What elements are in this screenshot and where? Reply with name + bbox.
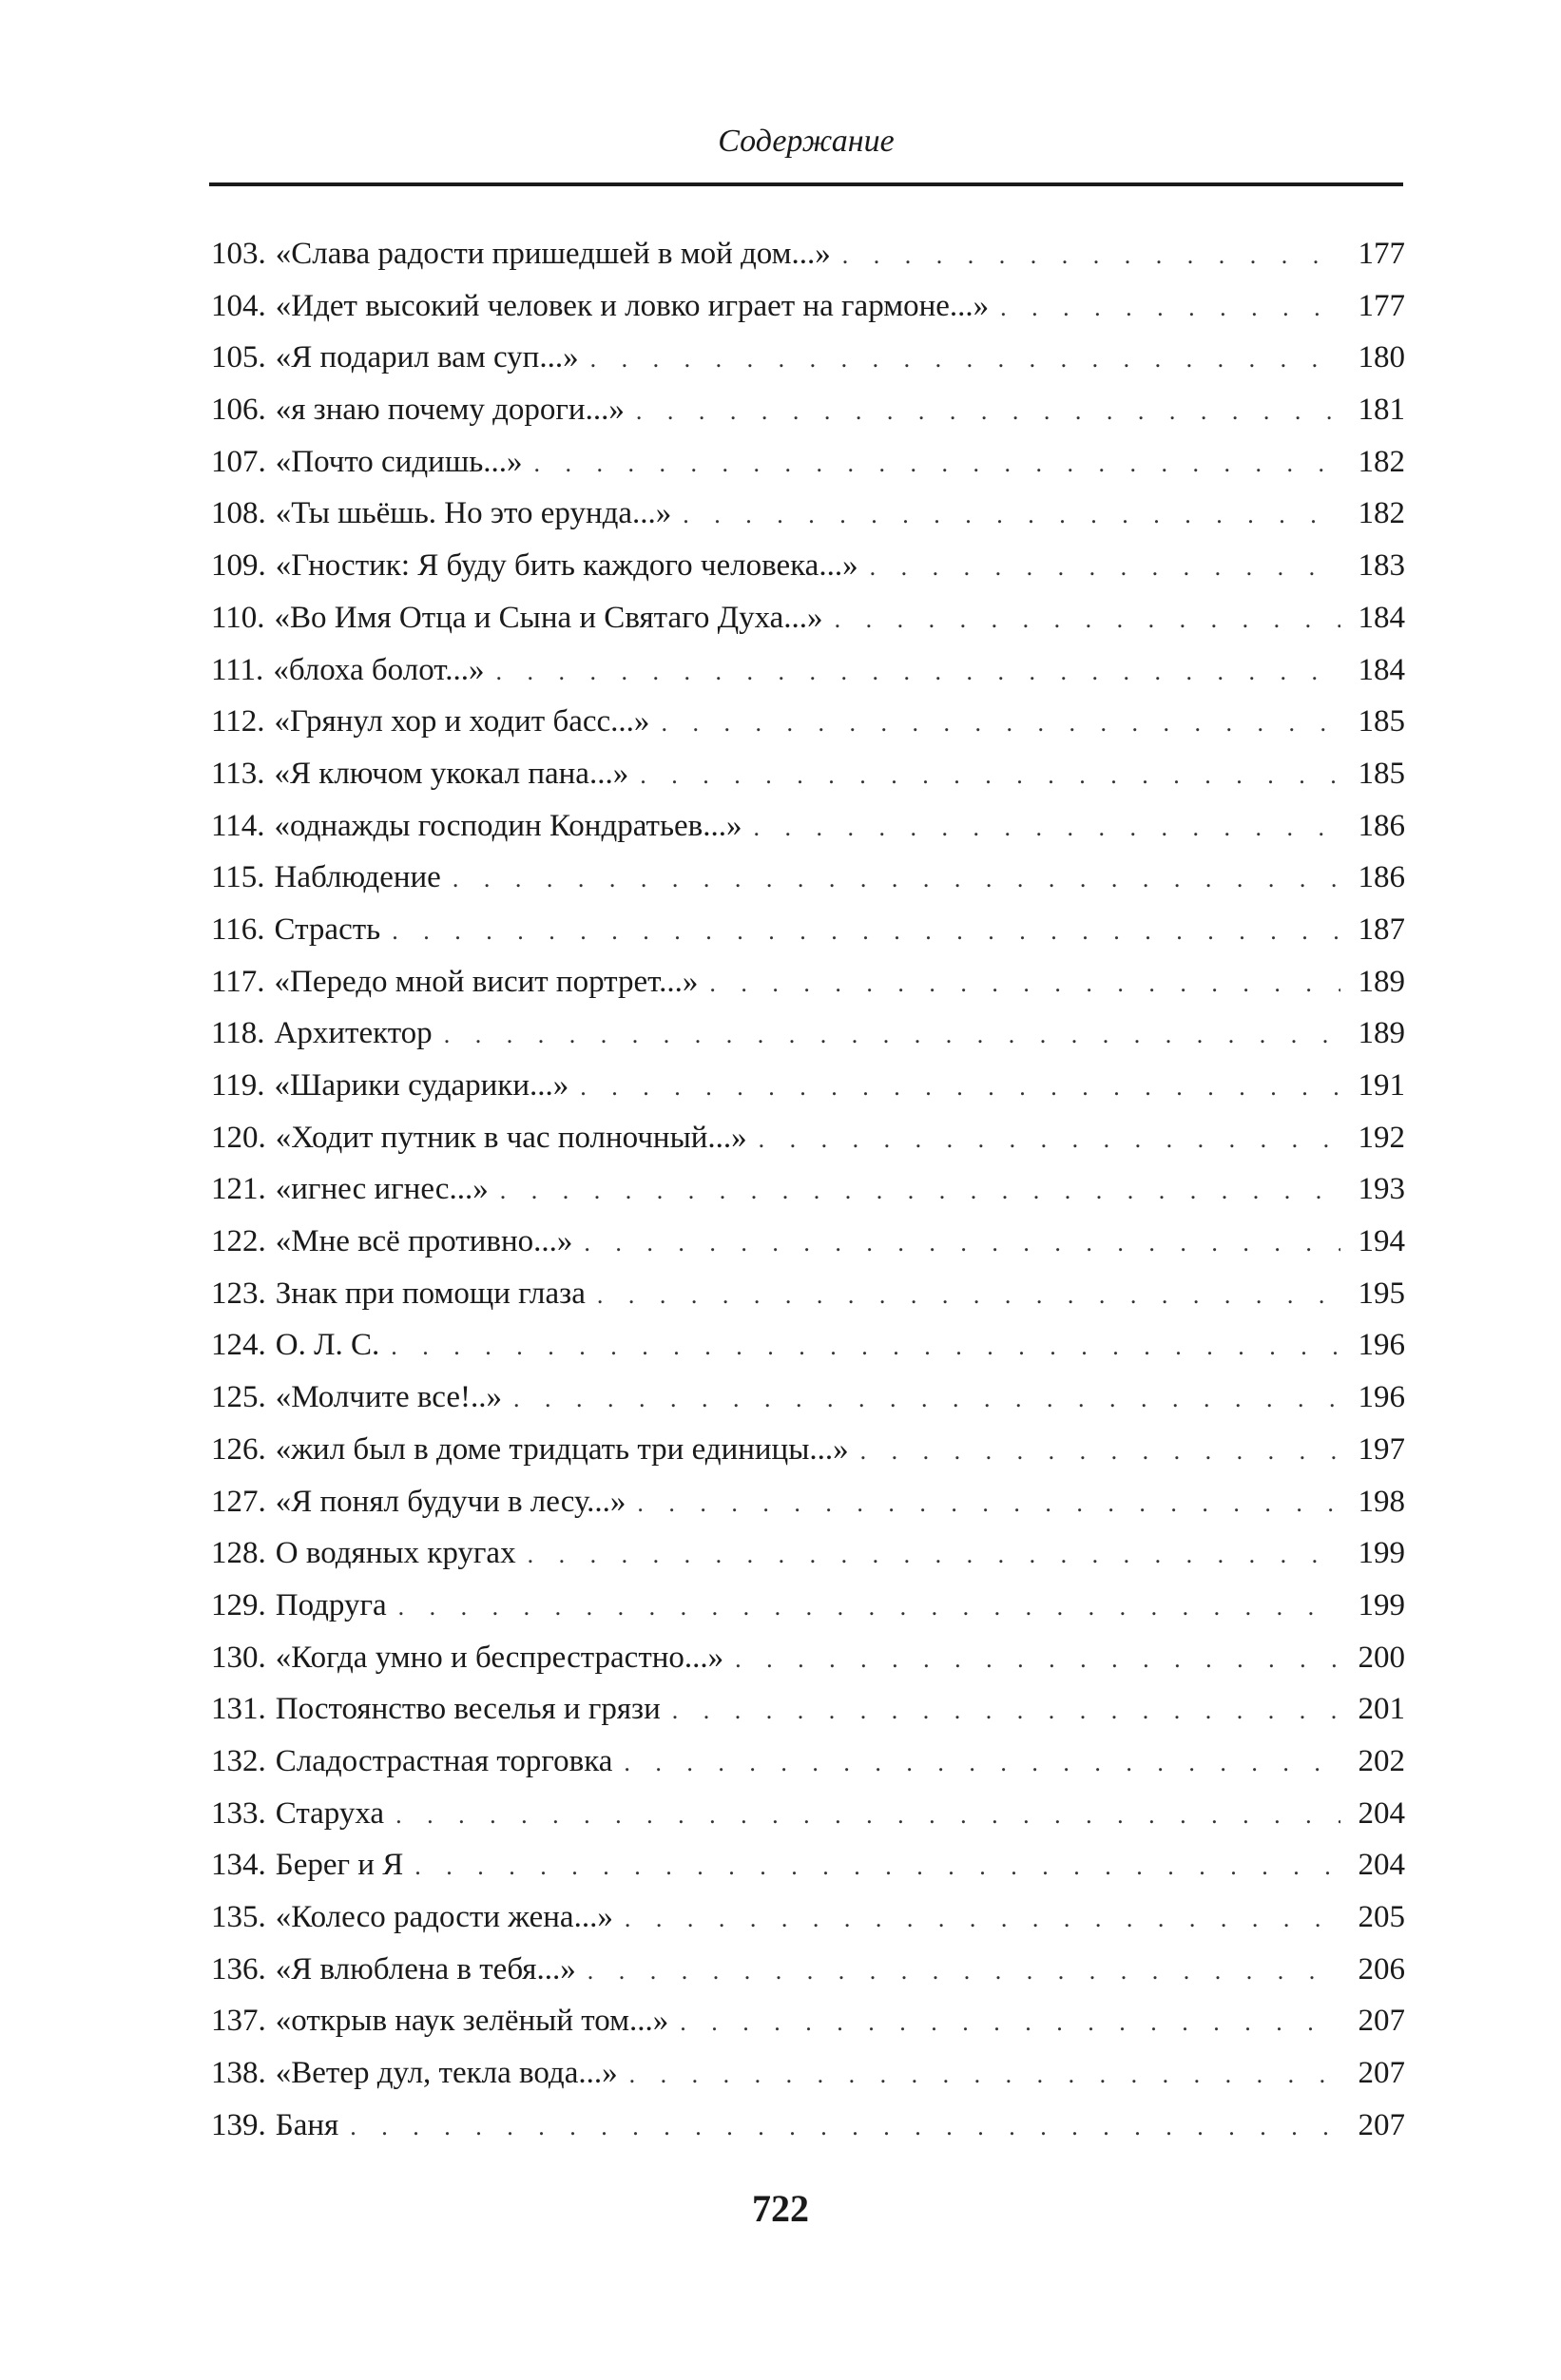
dot-leader (588, 1946, 1340, 1998)
toc-entry-title: Берег и Я (275, 1848, 404, 1883)
toc-entry (211, 488, 1405, 540)
toc-entry-page: 196 (1358, 1328, 1405, 1363)
toc-entry-page: 189 (1358, 964, 1405, 999)
toc-entry (211, 1163, 1405, 1216)
dot-leader (392, 906, 1340, 958)
toc-entry-title: «Ты шьёшь. Но это ерунда...» (275, 496, 672, 531)
toc-entry-page: 184 (1358, 652, 1405, 687)
toc-entry-page: 207 (1358, 2056, 1405, 2091)
toc-entry-page: 195 (1358, 1276, 1405, 1311)
dot-leader (414, 1841, 1340, 1893)
toc-entry-number: 116. (211, 912, 265, 947)
toc-entry-number: 103. (211, 237, 266, 271)
toc-entry-title: Старуха (275, 1795, 385, 1831)
toc-entry (211, 1372, 1405, 1424)
dot-leader (391, 1321, 1340, 1373)
toc-entry (211, 800, 1405, 853)
toc-entry-page: 193 (1358, 1172, 1405, 1207)
dot-leader (500, 1165, 1340, 1218)
toc-entry-title: «Когда умно и беспрестрастно...» (275, 1640, 724, 1675)
toc-entry-page: 182 (1358, 444, 1405, 479)
toc-entry-title: Знак при помощи глаза (275, 1276, 586, 1311)
toc-entry-number: 115. (211, 860, 265, 895)
toc-entry-number: 112. (211, 704, 265, 739)
toc-entry-page: 189 (1358, 1016, 1405, 1051)
dot-leader (580, 1062, 1340, 1114)
toc-entry (211, 1683, 1405, 1736)
toc-entry-page: 183 (1358, 548, 1405, 584)
toc-entry-page: 204 (1358, 1848, 1405, 1883)
toc-entry-title: «Колесо радости жена...» (275, 1900, 613, 1934)
toc-entry-number: 113. (211, 756, 265, 791)
toc-entry (211, 696, 1405, 748)
toc-entry (211, 1424, 1405, 1476)
toc-entry-title: «Я понял будучи в лесу...» (275, 1484, 626, 1519)
dot-leader (835, 594, 1340, 646)
toc-entry (211, 904, 1405, 956)
toc-entry-page: 202 (1358, 1743, 1405, 1778)
toc-entry-number: 118. (211, 1016, 265, 1051)
toc-entry (211, 1216, 1405, 1268)
toc-entry-page: 187 (1358, 912, 1405, 947)
dot-leader (584, 1218, 1340, 1270)
toc-entry-title: «игнес игнес...» (275, 1172, 489, 1207)
dot-leader (870, 542, 1340, 594)
toc-entry-page: 186 (1358, 860, 1405, 895)
toc-entry-page: 194 (1358, 1224, 1405, 1259)
toc-entry-number: 133. (211, 1795, 266, 1831)
table-of-contents (211, 228, 1405, 2151)
dot-leader (637, 1478, 1340, 1530)
toc-entry (211, 280, 1405, 333)
dot-leader (534, 438, 1340, 490)
toc-entry-number: 121. (211, 1172, 266, 1207)
toc-entry-number: 124. (211, 1328, 266, 1363)
toc-entry-title: «однажды господин Кондратьев...» (274, 808, 742, 843)
toc-entry (211, 1944, 1405, 1996)
toc-entry-title: «Ходит путник в час полночный...» (275, 1120, 747, 1155)
toc-entry-number: 107. (211, 444, 266, 479)
toc-entry-page: 206 (1358, 1951, 1405, 1987)
toc-entry (211, 1632, 1405, 1684)
toc-entry-number: 109. (211, 548, 266, 584)
toc-entry-number: 138. (211, 2056, 266, 2091)
toc-entry-number: 105. (211, 340, 266, 375)
toc-entry (211, 1268, 1405, 1320)
dot-leader (661, 698, 1340, 750)
toc-entry-page: 191 (1358, 1068, 1405, 1103)
toc-entry-number: 137. (211, 2004, 266, 2039)
toc-entry-title: «Почто сидишь...» (275, 444, 523, 479)
running-header: Содержание (718, 124, 895, 159)
dot-leader (1000, 282, 1340, 335)
toc-entry-title: «Молчите все!..» (275, 1380, 502, 1415)
toc-entry-title: Сладострастная торговка (275, 1743, 613, 1778)
toc-entry-number: 111. (211, 652, 264, 687)
dot-leader (735, 1634, 1340, 1686)
dot-leader (398, 1582, 1340, 1634)
toc-entry-page: 185 (1358, 704, 1405, 739)
dot-leader (842, 230, 1340, 282)
dot-leader (640, 750, 1340, 802)
toc-entry (211, 956, 1405, 1008)
dot-leader (624, 1737, 1340, 1790)
toc-entry-title: «я знаю почему дороги...» (275, 393, 625, 428)
toc-entry-page: 177 (1358, 237, 1405, 271)
toc-entry-page: 182 (1358, 496, 1405, 531)
toc-entry-page: 180 (1358, 340, 1405, 375)
toc-entry-title: «Ветер дул, текла вода...» (275, 2056, 618, 2091)
toc-entry-page: 207 (1358, 2107, 1405, 2142)
toc-entry (211, 1788, 1405, 1840)
toc-entry-number: 110. (211, 600, 265, 635)
dot-leader (590, 334, 1340, 386)
toc-entry-number: 136. (211, 1951, 266, 1987)
toc-entry (211, 1319, 1405, 1372)
toc-entry-title: Подруга (275, 1587, 387, 1622)
toc-entry (211, 852, 1405, 904)
toc-entry-page: 198 (1358, 1484, 1405, 1519)
toc-entry-number: 106. (211, 393, 266, 428)
toc-entry (211, 540, 1405, 592)
toc-entry (211, 384, 1405, 436)
toc-entry (211, 332, 1405, 384)
toc-entry-page: 207 (1358, 2004, 1405, 2039)
toc-entry-title: «Шарики сударики...» (274, 1068, 569, 1103)
toc-entry-title: «открыв наук зелёный том...» (275, 2004, 669, 2039)
toc-entry-title: Баня (275, 2107, 339, 2142)
toc-entry (211, 1580, 1405, 1632)
toc-entry (211, 228, 1405, 280)
toc-entry (211, 592, 1405, 644)
toc-entry (211, 644, 1405, 697)
toc-entry-title: Наблюдение (274, 860, 441, 895)
dot-leader (513, 1373, 1340, 1426)
toc-entry (211, 1995, 1405, 2047)
toc-entry-number: 131. (211, 1692, 266, 1727)
toc-entry-page: 205 (1358, 1900, 1405, 1934)
dot-leader (528, 1529, 1340, 1582)
toc-entry-number: 123. (211, 1276, 266, 1311)
toc-entry-title: О. Л. С. (275, 1328, 380, 1363)
toc-entry (211, 2047, 1405, 2100)
toc-entry-number: 129. (211, 1587, 266, 1622)
toc-entry-title: «Слава радости пришедшей в мой дом...» (275, 237, 831, 271)
toc-entry-page: 196 (1358, 1380, 1405, 1415)
toc-entry (211, 1060, 1405, 1112)
dot-leader (754, 802, 1340, 854)
toc-entry-number: 108. (211, 496, 266, 531)
page-number: 722 (752, 2187, 809, 2230)
dot-leader (759, 1114, 1340, 1166)
toc-entry-title: «Во Имя Отца и Сына и Святаго Духа...» (274, 600, 823, 635)
dot-leader (625, 1893, 1340, 1946)
dot-leader (350, 2102, 1340, 2154)
toc-entry-number: 130. (211, 1640, 266, 1675)
toc-entry-title: Архитектор (274, 1016, 433, 1051)
toc-entry (211, 2100, 1405, 2152)
toc-entry-number: 120. (211, 1120, 266, 1155)
toc-entry-title: «Я влюблена в тебя...» (275, 1951, 576, 1987)
toc-entry-page: 186 (1358, 808, 1405, 843)
toc-entry-page: 197 (1358, 1431, 1405, 1467)
toc-entry-title: «блоха болот...» (273, 652, 485, 687)
dot-leader (495, 646, 1340, 699)
toc-entry-number: 134. (211, 1848, 266, 1883)
toc-entry-number: 135. (211, 1900, 266, 1934)
toc-entry-number: 125. (211, 1380, 266, 1415)
dot-leader (683, 489, 1340, 542)
dot-leader (672, 1685, 1340, 1737)
dot-leader (395, 1790, 1340, 1842)
toc-entry-title: Страсть (274, 912, 381, 947)
toc-entry-number: 104. (211, 288, 266, 323)
toc-entry-title: «Гностик: Я буду бить каждого человека...» (275, 548, 858, 584)
toc-entry (211, 1891, 1405, 1944)
dot-leader (629, 2049, 1340, 2102)
toc-entry-page: 192 (1358, 1120, 1405, 1155)
toc-entry (211, 1112, 1405, 1164)
toc-entry-number: 117. (211, 964, 265, 999)
toc-entry-page: 185 (1358, 756, 1405, 791)
toc-entry-page: 184 (1358, 600, 1405, 635)
dot-leader (860, 1426, 1340, 1478)
toc-entry-page: 181 (1358, 393, 1405, 428)
toc-entry-page: 199 (1358, 1587, 1405, 1622)
toc-entry-page: 177 (1358, 288, 1405, 323)
toc-entry-page: 200 (1358, 1640, 1405, 1675)
toc-entry (211, 1736, 1405, 1788)
toc-entry-number: 132. (211, 1743, 266, 1778)
toc-entry (211, 748, 1405, 800)
toc-entry-page: 199 (1358, 1536, 1405, 1571)
dot-leader (709, 958, 1340, 1010)
toc-entry (211, 436, 1405, 489)
toc-entry-number: 127. (211, 1484, 266, 1519)
header-rule (209, 182, 1403, 186)
toc-entry (211, 1839, 1405, 1891)
toc-entry-page: 201 (1358, 1692, 1405, 1727)
toc-entry (211, 1476, 1405, 1528)
toc-entry-number: 139. (211, 2107, 266, 2142)
toc-entry-title: «Я ключом укокал пана...» (274, 756, 629, 791)
toc-entry-title: О водяных кругах (275, 1536, 516, 1571)
toc-entry-number: 114. (211, 808, 265, 843)
toc-entry (211, 1527, 1405, 1580)
toc-entry-title: Постоянство веселья и грязи (275, 1692, 661, 1727)
toc-entry-number: 119. (211, 1068, 265, 1103)
toc-entry-title: «Грянул хор и ходит басс...» (274, 704, 650, 739)
dot-leader (636, 386, 1340, 438)
toc-entry-number: 128. (211, 1536, 266, 1571)
toc-entry (211, 1008, 1405, 1060)
dot-leader (453, 854, 1340, 906)
toc-entry-title: «Я подарил вам суп...» (275, 340, 579, 375)
toc-entry-number: 126. (211, 1431, 266, 1467)
toc-entry-title: «жил был в доме тридцать три единицы...» (275, 1431, 849, 1467)
dot-leader (597, 1270, 1340, 1322)
toc-entry-title: «Мне всё противно...» (275, 1224, 573, 1259)
dot-leader (444, 1009, 1340, 1062)
toc-entry-title: «Передо мной висит портрет...» (274, 964, 699, 999)
dot-leader (680, 1997, 1340, 2049)
toc-entry-number: 122. (211, 1224, 266, 1259)
toc-entry-title: «Идет высокий человек и ловко играет на гармоне...» (275, 288, 990, 323)
toc-entry-page: 204 (1358, 1795, 1405, 1831)
